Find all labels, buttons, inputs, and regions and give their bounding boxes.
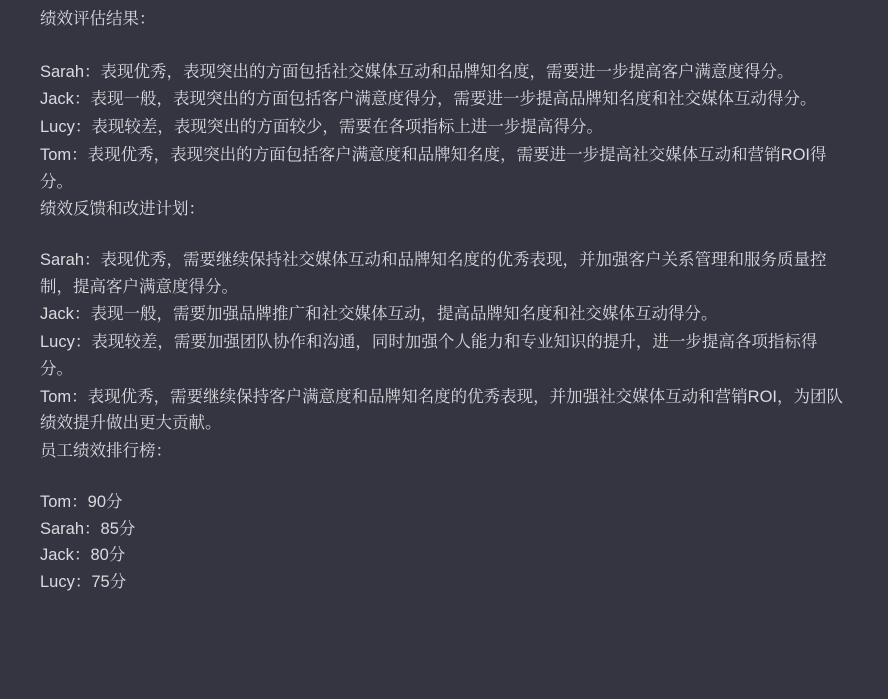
spacer bbox=[40, 33, 848, 59]
employee-name: Tom bbox=[40, 387, 72, 406]
feedback-text: 表现优秀，需要继续保持社交媒体互动和品牌知名度的优秀表现，并加强客户关系管理和服务质量控制，提高客户满意度得分。 bbox=[40, 251, 827, 296]
ranking-heading: 员工绩效排行榜： bbox=[40, 442, 172, 461]
result-text: 表现优秀，表现突出的方面包括社交媒体互动和品牌知名度，需要进一步提高客户满意度得分。 bbox=[100, 62, 794, 81]
employee-name: Jack bbox=[40, 90, 74, 109]
employee-name: Sarah bbox=[40, 519, 85, 538]
result-text: 表现较差，表现突出的方面较少，需要在各项指标上进一步提高得分。 bbox=[91, 118, 603, 137]
separator: ： bbox=[71, 145, 88, 164]
result-item bbox=[40, 59, 848, 86]
separator: ： bbox=[84, 251, 101, 270]
separator: ： bbox=[73, 90, 91, 109]
employee-name: Tom bbox=[40, 492, 72, 511]
list-item bbox=[40, 569, 848, 596]
list-item bbox=[40, 489, 848, 516]
employee-name: Tom bbox=[40, 145, 72, 164]
feedback-text: 表现优秀，需要继续保持客户满意度和品牌知名度的优秀表现，并加强社交媒体互动和营销ROI，为团队绩效提升做出更大贡献。 bbox=[40, 387, 844, 433]
feedback-list bbox=[40, 247, 848, 437]
spacer bbox=[40, 465, 848, 489]
separator: ： bbox=[84, 62, 101, 81]
employee-name: Jack bbox=[40, 546, 74, 565]
result-text: 表现一般，表现突出的方面包括客户满意度得分，需要进一步提高品牌知名度和社交媒体互动得分。 bbox=[90, 90, 817, 109]
score-value: 80分 bbox=[90, 546, 126, 565]
employee-name: Sarah bbox=[40, 251, 85, 270]
result-item bbox=[40, 86, 848, 113]
score-value: 75分 bbox=[91, 572, 127, 591]
separator: ： bbox=[74, 118, 92, 137]
feedback-item bbox=[40, 329, 848, 382]
separator: ： bbox=[71, 492, 88, 511]
result-item bbox=[40, 142, 848, 195]
results-list bbox=[40, 59, 848, 196]
separator: ： bbox=[71, 387, 88, 406]
score-value: 90分 bbox=[87, 492, 123, 511]
feedback-text: 表现较差，需要加强团队协作和沟通，同时加强个人能力和专业知识的提升，进一步提高各项指标得分。 bbox=[40, 333, 818, 378]
result-item bbox=[40, 114, 848, 141]
separator: ： bbox=[73, 305, 91, 324]
employee-name: Lucy bbox=[40, 572, 75, 591]
separator: ： bbox=[74, 333, 92, 352]
employee-name: Sarah bbox=[40, 62, 85, 81]
separator: ： bbox=[84, 519, 101, 538]
result-text: 表现优秀，表现突出的方面包括客户满意度和品牌知名度，需要进一步提高社交媒体互动和营销ROI得分。 bbox=[40, 145, 827, 191]
spacer bbox=[40, 223, 848, 247]
list-item bbox=[40, 516, 848, 543]
feedback-item bbox=[40, 247, 848, 300]
feedback-heading: 绩效反馈和改进计划： bbox=[40, 200, 205, 219]
feedback-item bbox=[40, 384, 848, 437]
employee-name: Jack bbox=[40, 305, 74, 324]
separator: ： bbox=[73, 546, 91, 565]
separator: ： bbox=[74, 572, 92, 591]
feedback-text: 表现一般，需要加强品牌推广和社交媒体互动，提高品牌知名度和社交媒体互动得分。 bbox=[90, 305, 718, 324]
ranking-list bbox=[40, 489, 848, 596]
feedback-item bbox=[40, 301, 848, 328]
score-value: 85分 bbox=[100, 519, 136, 538]
employee-name: Lucy bbox=[40, 118, 75, 137]
list-item bbox=[40, 542, 848, 569]
results-heading: 绩效评估结果： bbox=[40, 10, 156, 28]
employee-name: Lucy bbox=[40, 333, 75, 352]
